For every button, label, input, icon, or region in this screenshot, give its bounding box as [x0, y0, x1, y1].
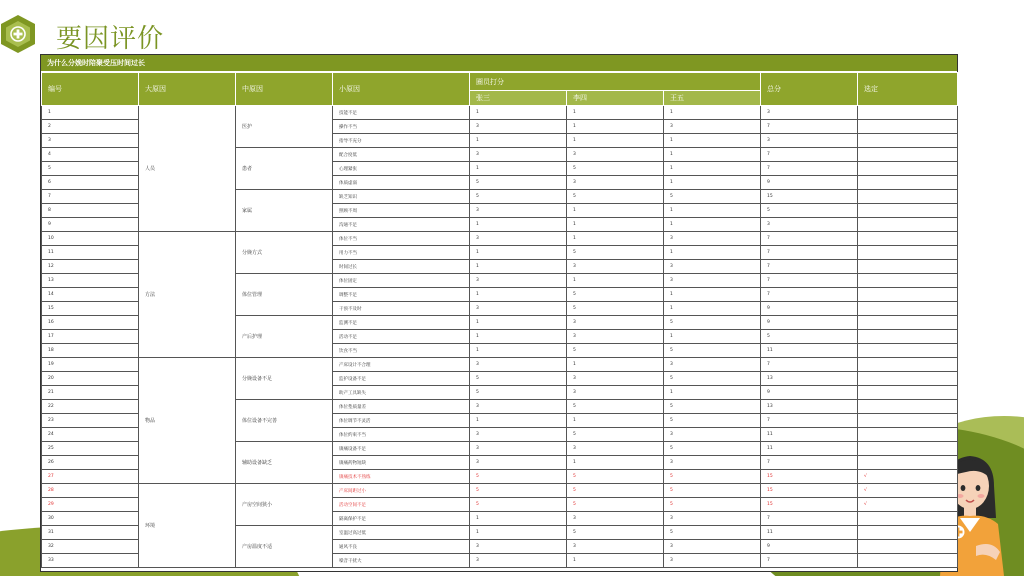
cell-selected — [858, 204, 958, 218]
cell-id: 7 — [42, 190, 139, 204]
cell-score: 5 — [664, 400, 761, 414]
cell-id: 14 — [42, 288, 139, 302]
cell-score: 3 — [664, 358, 761, 372]
cell-id: 15 — [42, 302, 139, 316]
cell-score: 5 — [664, 316, 761, 330]
cell-id: 12 — [42, 260, 139, 274]
cell-id: 27 — [42, 470, 139, 484]
cell-score: 1 — [470, 414, 567, 428]
cell-id: 25 — [42, 442, 139, 456]
cell-minor-cause: 体位固定 — [333, 274, 470, 288]
cell-minor-cause: 活动空间不足 — [333, 498, 470, 512]
cell-id: 29 — [42, 498, 139, 512]
cell-id: 31 — [42, 526, 139, 540]
cell-score: 1 — [470, 260, 567, 274]
cell-score: 1 — [470, 526, 567, 540]
table-row — [42, 358, 958, 372]
header-middle-cause: 中原因 — [236, 73, 333, 106]
cell-minor-cause: 干预不及时 — [333, 302, 470, 316]
cell-score: 5 — [470, 372, 567, 386]
cell-score: 3 — [664, 274, 761, 288]
cell-selected — [858, 554, 958, 568]
cell-minor-cause: 沟通不足 — [333, 218, 470, 232]
cell-selected: √ — [858, 484, 958, 498]
cell-total: 7 — [761, 456, 858, 470]
cell-total: 11 — [761, 526, 858, 540]
cell-major-cause: 人员 — [139, 106, 236, 232]
cell-score: 3 — [567, 372, 664, 386]
cell-score: 3 — [567, 540, 664, 554]
cell-total: 7 — [761, 148, 858, 162]
cell-score: 3 — [664, 232, 761, 246]
cell-score: 3 — [470, 456, 567, 470]
cell-minor-cause: 镇痛设备不足 — [333, 442, 470, 456]
cell-selected — [858, 512, 958, 526]
cell-score: 1 — [567, 106, 664, 120]
cell-selected — [858, 288, 958, 302]
cell-minor-cause: 体位调节不灵活 — [333, 414, 470, 428]
cell-middle-cause: 分娩设备不足 — [236, 358, 333, 400]
cell-minor-cause: 体质虚弱 — [333, 176, 470, 190]
cell-selected — [858, 540, 958, 554]
cell-total: 11 — [761, 442, 858, 456]
cell-score: 5 — [470, 470, 567, 484]
cell-selected — [858, 106, 958, 120]
cell-score: 5 — [567, 498, 664, 512]
cell-score: 5 — [470, 386, 567, 400]
cell-id: 11 — [42, 246, 139, 260]
table-row — [42, 232, 958, 246]
cell-minor-cause: 指导不充分 — [333, 134, 470, 148]
cell-minor-cause: 缺乏知识 — [333, 190, 470, 204]
cell-total: 7 — [761, 414, 858, 428]
cell-score: 1 — [664, 176, 761, 190]
cell-id: 26 — [42, 456, 139, 470]
cell-total: 7 — [761, 246, 858, 260]
cell-id: 21 — [42, 386, 139, 400]
header-selected: 选定 — [858, 73, 958, 106]
cell-id: 16 — [42, 316, 139, 330]
cell-id: 30 — [42, 512, 139, 526]
cell-minor-cause: 用力不当 — [333, 246, 470, 260]
cell-total: 15 — [761, 484, 858, 498]
cell-score: 3 — [664, 120, 761, 134]
cell-score: 3 — [664, 540, 761, 554]
cell-score: 1 — [664, 106, 761, 120]
cell-score: 5 — [664, 414, 761, 428]
cell-id: 3 — [42, 134, 139, 148]
cell-selected — [858, 176, 958, 190]
cell-score: 3 — [567, 386, 664, 400]
cell-score: 1 — [664, 204, 761, 218]
cell-score: 5 — [664, 526, 761, 540]
cell-minor-cause: 配合度低 — [333, 148, 470, 162]
header-member-3: 王五 — [664, 91, 761, 106]
cell-major-cause: 方法 — [139, 232, 236, 358]
cell-score: 3 — [470, 400, 567, 414]
cell-score: 1 — [567, 204, 664, 218]
cell-selected — [858, 372, 958, 386]
cell-score: 5 — [664, 344, 761, 358]
cell-score: 1 — [664, 134, 761, 148]
cell-total: 9 — [761, 302, 858, 316]
cell-score: 3 — [470, 358, 567, 372]
cell-total: 3 — [761, 106, 858, 120]
cell-score: 5 — [664, 470, 761, 484]
cell-middle-cause: 分娩方式 — [236, 232, 333, 274]
header-total: 总分 — [761, 73, 858, 106]
cell-middle-cause: 产房空间狭小 — [236, 484, 333, 526]
cell-score: 1 — [470, 162, 567, 176]
cell-score: 5 — [567, 470, 664, 484]
cell-selected — [858, 442, 958, 456]
cell-selected — [858, 316, 958, 330]
cell-score: 3 — [470, 232, 567, 246]
cell-selected — [858, 358, 958, 372]
cell-minor-cause: 技能不足 — [333, 106, 470, 120]
cell-total: 7 — [761, 162, 858, 176]
cell-selected: √ — [858, 498, 958, 512]
cell-total: 11 — [761, 344, 858, 358]
cell-score: 3 — [664, 456, 761, 470]
cell-minor-cause: 产床间距过小 — [333, 484, 470, 498]
header-id: 编号 — [42, 73, 139, 106]
cell-score: 3 — [664, 260, 761, 274]
cell-selected — [858, 302, 958, 316]
cell-major-cause: 物品 — [139, 358, 236, 484]
cell-id: 18 — [42, 344, 139, 358]
cell-id: 17 — [42, 330, 139, 344]
cell-score: 3 — [567, 316, 664, 330]
cell-score: 3 — [470, 302, 567, 316]
header-member-2: 李四 — [567, 91, 664, 106]
cell-total: 11 — [761, 428, 858, 442]
cell-total: 9 — [761, 316, 858, 330]
cell-minor-cause: 照顾不周 — [333, 204, 470, 218]
cell-score: 1 — [567, 120, 664, 134]
cell-id: 2 — [42, 120, 139, 134]
cell-score: 1 — [567, 134, 664, 148]
header-major-cause: 大原因 — [139, 73, 236, 106]
cell-minor-cause: 通风不良 — [333, 540, 470, 554]
cell-middle-cause: 体位管理 — [236, 274, 333, 316]
cell-score: 1 — [567, 358, 664, 372]
table-row — [42, 484, 958, 498]
cell-score: 3 — [470, 554, 567, 568]
cell-id: 24 — [42, 428, 139, 442]
cell-minor-cause: 噪音干扰大 — [333, 554, 470, 568]
cell-selected — [858, 330, 958, 344]
cell-score: 5 — [567, 302, 664, 316]
cell-score: 1 — [567, 456, 664, 470]
header-member-1: 张三 — [470, 91, 567, 106]
cell-minor-cause: 室温过高过低 — [333, 526, 470, 540]
cell-id: 6 — [42, 176, 139, 190]
cell-score: 5 — [567, 400, 664, 414]
cell-selected — [858, 344, 958, 358]
cell-id: 22 — [42, 400, 139, 414]
cell-total: 7 — [761, 554, 858, 568]
cell-score: 1 — [567, 554, 664, 568]
cell-total: 7 — [761, 232, 858, 246]
cell-score: 5 — [567, 190, 664, 204]
cell-selected — [858, 218, 958, 232]
cell-selected — [858, 148, 958, 162]
cell-total: 7 — [761, 358, 858, 372]
cell-major-cause: 环境 — [139, 484, 236, 568]
cell-minor-cause: 调整不足 — [333, 288, 470, 302]
cell-score: 5 — [567, 162, 664, 176]
cell-score: 5 — [470, 190, 567, 204]
cell-minor-cause: 活动不足 — [333, 330, 470, 344]
cell-selected — [858, 246, 958, 260]
header-minor-cause: 小原因 — [333, 73, 470, 106]
cell-total: 7 — [761, 260, 858, 274]
page-title: 要因评价 — [56, 24, 165, 54]
cell-id: 1 — [42, 106, 139, 120]
cell-score: 5 — [664, 484, 761, 498]
cell-score: 1 — [567, 232, 664, 246]
cell-selected — [858, 400, 958, 414]
cell-score: 1 — [664, 302, 761, 316]
cell-score: 5 — [470, 484, 567, 498]
cell-id: 8 — [42, 204, 139, 218]
cell-score: 1 — [664, 148, 761, 162]
cell-score: 5 — [664, 442, 761, 456]
table-row — [42, 106, 958, 120]
cell-total: 3 — [761, 218, 858, 232]
cross-hexagon-icon — [0, 14, 38, 54]
cell-selected — [858, 232, 958, 246]
cell-middle-cause: 家属 — [236, 190, 333, 232]
cell-score: 3 — [567, 330, 664, 344]
cell-score: 1 — [470, 330, 567, 344]
cell-selected — [858, 190, 958, 204]
cell-score: 1 — [567, 274, 664, 288]
cell-id: 32 — [42, 540, 139, 554]
cell-minor-cause: 助产工具缺失 — [333, 386, 470, 400]
cell-total: 7 — [761, 512, 858, 526]
cell-score: 3 — [470, 148, 567, 162]
cell-total: 3 — [761, 134, 858, 148]
cell-score: 5 — [567, 484, 664, 498]
cell-id: 9 — [42, 218, 139, 232]
cell-selected — [858, 428, 958, 442]
cell-id: 4 — [42, 148, 139, 162]
cell-score: 5 — [567, 344, 664, 358]
cell-score: 3 — [567, 512, 664, 526]
cell-score: 5 — [567, 288, 664, 302]
cell-minor-cause: 时间过长 — [333, 260, 470, 274]
cell-score: 1 — [664, 330, 761, 344]
cell-score: 1 — [470, 246, 567, 260]
cell-middle-cause: 产后护理 — [236, 316, 333, 358]
cell-selected — [858, 260, 958, 274]
cell-minor-cause: 产床设计不合理 — [333, 358, 470, 372]
cell-id: 23 — [42, 414, 139, 428]
cell-score: 3 — [664, 554, 761, 568]
cell-score: 1 — [567, 414, 664, 428]
cell-score: 3 — [470, 204, 567, 218]
cell-total: 13 — [761, 372, 858, 386]
cell-selected: √ — [858, 470, 958, 484]
cell-id: 5 — [42, 162, 139, 176]
cell-score: 1 — [664, 288, 761, 302]
cell-minor-cause: 监护设备不足 — [333, 372, 470, 386]
cell-middle-cause: 辅助设备缺乏 — [236, 442, 333, 484]
cell-score: 5 — [664, 372, 761, 386]
cell-total: 5 — [761, 204, 858, 218]
cell-score: 1 — [470, 344, 567, 358]
cell-score: 5 — [567, 246, 664, 260]
cell-score: 5 — [567, 428, 664, 442]
cell-score: 3 — [567, 176, 664, 190]
cell-total: 9 — [761, 176, 858, 190]
table-caption: 为什么分娩时陪聚受压时间过长 — [41, 55, 957, 72]
cell-score: 1 — [567, 218, 664, 232]
cell-score: 3 — [664, 428, 761, 442]
cell-score: 3 — [470, 540, 567, 554]
cell-id: 19 — [42, 358, 139, 372]
cell-score: 1 — [664, 162, 761, 176]
cell-total: 9 — [761, 540, 858, 554]
cell-selected — [858, 162, 958, 176]
cell-score: 3 — [470, 274, 567, 288]
evaluation-table — [41, 72, 958, 568]
cell-score: 1 — [470, 134, 567, 148]
cell-id: 28 — [42, 484, 139, 498]
cell-minor-cause: 心理紧张 — [333, 162, 470, 176]
cell-score: 3 — [470, 428, 567, 442]
cell-score: 1 — [664, 246, 761, 260]
cell-total: 9 — [761, 386, 858, 400]
cell-selected — [858, 386, 958, 400]
cell-score: 5 — [470, 498, 567, 512]
cell-id: 10 — [42, 232, 139, 246]
cell-middle-cause: 产房温度不适 — [236, 526, 333, 568]
cell-score: 3 — [470, 442, 567, 456]
cell-id: 20 — [42, 372, 139, 386]
cell-minor-cause: 体位不当 — [333, 232, 470, 246]
cell-score: 1 — [470, 106, 567, 120]
cell-score: 1 — [664, 218, 761, 232]
cell-score: 1 — [470, 512, 567, 526]
cell-score: 3 — [567, 260, 664, 274]
cell-id: 33 — [42, 554, 139, 568]
cell-total: 7 — [761, 274, 858, 288]
cell-score: 1 — [470, 316, 567, 330]
cell-minor-cause: 镇痛药物短缺 — [333, 456, 470, 470]
cell-minor-cause: 操作不当 — [333, 120, 470, 134]
cell-selected — [858, 526, 958, 540]
cell-score: 1 — [470, 218, 567, 232]
cell-score: 3 — [664, 512, 761, 526]
cell-total: 13 — [761, 400, 858, 414]
cell-middle-cause: 医护 — [236, 106, 333, 148]
cell-total: 15 — [761, 190, 858, 204]
cell-middle-cause: 患者 — [236, 148, 333, 190]
cell-total: 7 — [761, 120, 858, 134]
cell-total: 15 — [761, 470, 858, 484]
cell-score: 5 — [470, 176, 567, 190]
cell-middle-cause: 体位设备不完善 — [236, 400, 333, 442]
cell-total: 15 — [761, 498, 858, 512]
cell-score: 3 — [567, 148, 664, 162]
cell-minor-cause: 监测不足 — [333, 316, 470, 330]
cell-score: 1 — [470, 288, 567, 302]
cell-selected — [858, 414, 958, 428]
cell-total: 7 — [761, 288, 858, 302]
cell-score: 5 — [664, 498, 761, 512]
cell-score: 3 — [567, 442, 664, 456]
cell-selected — [858, 134, 958, 148]
header-scoring: 圈员打分 — [470, 73, 761, 91]
cell-minor-cause: 镇痛技术不熟练 — [333, 470, 470, 484]
cell-minor-cause: 体位垫质量差 — [333, 400, 470, 414]
cell-total: 5 — [761, 330, 858, 344]
cell-minor-cause: 饮食不当 — [333, 344, 470, 358]
table-body — [42, 106, 958, 568]
cell-selected — [858, 456, 958, 470]
evaluation-table-container — [40, 54, 958, 572]
cell-score: 5 — [567, 526, 664, 540]
cell-minor-cause: 隔离保护不足 — [333, 512, 470, 526]
cell-score: 5 — [664, 190, 761, 204]
cell-score: 3 — [470, 120, 567, 134]
cell-score: 1 — [664, 386, 761, 400]
cell-selected — [858, 274, 958, 288]
cell-id: 13 — [42, 274, 139, 288]
cell-selected — [858, 120, 958, 134]
cell-minor-cause: 体位约束不当 — [333, 428, 470, 442]
